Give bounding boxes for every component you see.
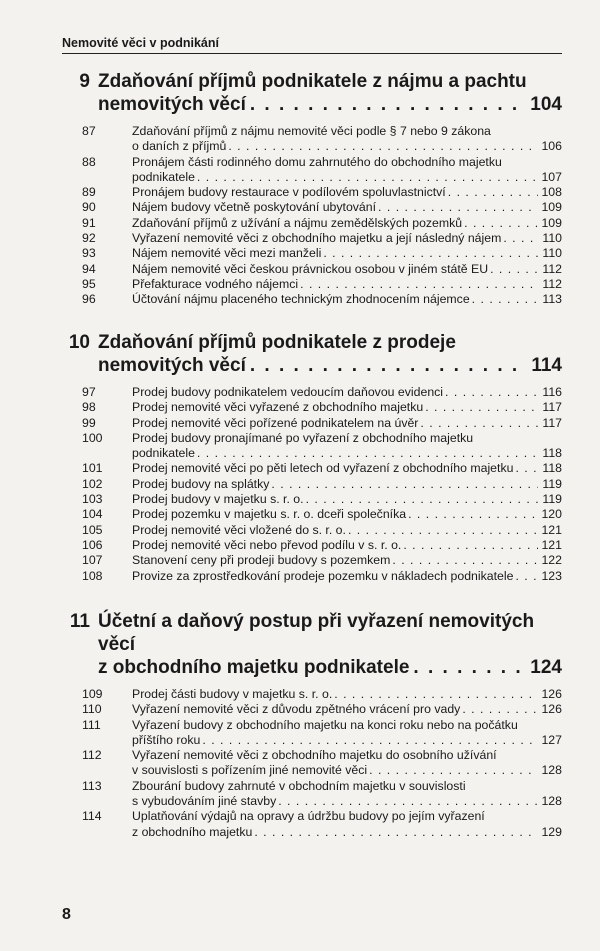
leader-dots: [378, 200, 538, 215]
entry-number: 112: [82, 748, 102, 763]
chapter-title-text: z obchodního majetku podnikatele: [98, 657, 410, 678]
entry-line: [132, 400, 562, 415]
toc-entry[interactable]: [62, 262, 562, 277]
entry-page-number: 121: [541, 537, 562, 552]
entry-number: 104: [82, 507, 103, 522]
entry-text: [132, 200, 562, 215]
entry-text: [132, 569, 562, 584]
entry-line: [132, 492, 562, 507]
entry-line: Vyřazení nemovité věci z obchodního majetku do osobního užívání: [132, 748, 497, 763]
toc-entry[interactable]: [62, 523, 562, 538]
entry-page-number: 121: [541, 522, 562, 537]
entry-line-text: v souvislosti s pořízením jiné nemovité věci: [132, 763, 368, 778]
leader-dots: [490, 262, 538, 277]
entry-line: [132, 733, 562, 748]
entry-line: [132, 170, 562, 185]
chapter-title-line: [98, 93, 562, 116]
entry-number: 96: [82, 292, 96, 307]
entry-list: [62, 385, 562, 584]
entry-line-text: Nájem nemovité věci mezi manželi: [132, 246, 322, 261]
chapter-page-number: 114: [531, 355, 562, 376]
entry-line-text: Zdaňování příjmů z užívání a nájmu zemědělských pozemků: [132, 215, 463, 230]
entry-number: 95: [82, 276, 96, 291]
entry-line: [132, 446, 562, 461]
entry-number: 113: [82, 778, 102, 793]
entry-line-text: Prodej budovy v majetku s. r. o.: [132, 492, 304, 507]
entry-page-number: 118: [542, 446, 562, 461]
entry-text: [132, 779, 562, 810]
entry-text: [132, 277, 562, 292]
entry-line: [132, 246, 562, 261]
entry-line-text: Prodej pozemku v majetku s. r. o. dceři společníka: [132, 507, 407, 522]
entry-text: [132, 492, 562, 507]
toc-entry[interactable]: [62, 702, 562, 717]
entry-number: 89: [82, 185, 96, 200]
entry-line-text: podnikatele: [132, 169, 195, 184]
leader-dots: [334, 687, 538, 702]
entry-number: 98: [82, 400, 96, 415]
leader-dots: [348, 523, 538, 538]
entry-text: [132, 507, 562, 522]
chapter-number: 11: [69, 611, 90, 632]
entry-page-number: 109: [541, 200, 562, 215]
entry-page-number: 112: [542, 261, 562, 276]
leader-dots: [472, 292, 538, 307]
toc-entry[interactable]: [62, 385, 562, 400]
leader-dots: [448, 185, 538, 200]
entry-text: [132, 124, 562, 155]
entry-text: [132, 687, 562, 702]
entry-line: [132, 277, 562, 292]
entry-line: [132, 416, 562, 431]
chapter-title-line: [98, 656, 562, 679]
chapter-9: [62, 70, 562, 308]
entry-text: [132, 292, 562, 307]
leader-dots: [515, 461, 538, 476]
chapter-page-number: 124: [530, 657, 562, 678]
chapter-title-line: [98, 354, 562, 377]
entry-number: 114: [82, 809, 102, 824]
toc-entry[interactable]: [62, 718, 562, 749]
entry-line-text: Prodej části budovy v majetku s. r. o.: [132, 687, 333, 701]
entry-line-text: Prodej nemovité věci nebo převod podílu v s. r. o.: [132, 537, 402, 552]
entry-number: 91: [82, 215, 96, 230]
entry-line-text: Nájem nemovité věci českou právnickou osobou v jiném státě EU: [132, 261, 489, 276]
chapter-number: 10: [68, 332, 90, 353]
entry-number: 99: [82, 415, 96, 430]
entry-line: Zdaňování příjmů z nájmu nemovité věci podle § 7 nebo 9 zákona: [132, 124, 491, 138]
entry-page-number: 117: [542, 400, 562, 415]
toc-entry[interactable]: [62, 292, 562, 307]
leader-dots: [408, 507, 538, 522]
entry-line: [132, 538, 562, 553]
chapter-heading: [62, 331, 562, 377]
entry-list: [62, 687, 562, 840]
entry-line-text: o daních z příjmů: [132, 139, 227, 154]
toc-entry[interactable]: [62, 538, 562, 553]
entry-line-text: Vyřazení nemovité věci z důvodu zpětného vrácení pro vady: [132, 702, 461, 717]
leader-dots: [369, 763, 538, 778]
entry-number: 93: [82, 246, 96, 261]
entry-line: [132, 185, 562, 200]
chapter-heading: [62, 610, 562, 679]
toc-entry[interactable]: [62, 809, 562, 840]
chapter-title: [98, 331, 562, 377]
entry-line: [132, 385, 562, 400]
toc-entry[interactable]: [62, 569, 562, 584]
entry-number: 103: [82, 492, 103, 507]
entry-line: Pronájem části rodinného domu zahrnutého do obchodního majetku: [132, 154, 502, 169]
entry-line: [132, 825, 562, 840]
entry-line: [132, 794, 562, 809]
entry-text: [132, 385, 562, 400]
entry-number: 109: [82, 687, 103, 701]
entry-line-text: příštího roku: [132, 732, 201, 747]
entry-line-text: Prodej nemovité věci vyřazené z obchodního majetku: [132, 400, 424, 415]
leader-dots: [228, 139, 538, 154]
entry-text: [132, 262, 562, 277]
leader-dots: [403, 538, 538, 553]
leader-dots: [413, 656, 526, 679]
toc-entry[interactable]: [62, 124, 562, 155]
leader-dots: [445, 385, 538, 400]
entry-line: [132, 553, 562, 568]
entry-page-number: 116: [542, 385, 562, 399]
leader-dots: [197, 446, 538, 461]
entry-number: 107: [82, 553, 103, 568]
toc-entry[interactable]: [62, 779, 562, 810]
entry-page-number: 117: [542, 415, 562, 430]
entry-page-number: 128: [541, 763, 562, 778]
entry-line: Zbourání budovy zahrnuté v obchodním majetku v souvislosti: [132, 778, 466, 793]
entry-page-number: 110: [542, 231, 562, 246]
entry-text: [132, 809, 562, 840]
entry-number: 88: [82, 154, 96, 169]
chapter-page-number: 104: [530, 94, 562, 115]
entry-page-number: 129: [541, 824, 562, 839]
entry-page-number: 126: [541, 702, 562, 717]
toc-entry[interactable]: [62, 507, 562, 522]
entry-number: 105: [82, 522, 103, 537]
entry-text: [132, 553, 562, 568]
entry-line: [132, 507, 562, 522]
entry-line: Prodej budovy pronajímané po vyřazení z obchodního majetku: [132, 430, 474, 445]
chapter-title-text: nemovitých věcí: [98, 355, 246, 376]
toc-entry[interactable]: [62, 231, 562, 246]
toc-entry[interactable]: [62, 416, 562, 431]
entry-line-text: Prodej nemovité věci po pěti letech od vyřazení z obchodního majetku: [132, 461, 514, 476]
entry-line-text: Přefakturace vodného nájemci: [132, 276, 299, 291]
entry-number: 97: [82, 385, 96, 399]
entry-text: [132, 523, 562, 538]
entry-line: [132, 569, 562, 584]
leader-dots: [300, 277, 538, 292]
entry-page-number: 119: [542, 492, 562, 507]
entry-line-text: Nájem budovy včetně poskytování ubytování: [132, 200, 377, 215]
entry-page-number: 108: [541, 185, 562, 200]
entry-page-number: 113: [542, 292, 562, 307]
entry-line-text: Prodej nemovité věci pořízené podnikatelem na úvěr: [132, 415, 419, 430]
running-header: Nemovité věci v podnikání: [62, 36, 562, 54]
entry-text: [132, 538, 562, 553]
entry-page-number: 122: [541, 553, 562, 568]
leader-dots: [392, 553, 538, 568]
entry-line: [132, 702, 562, 717]
toc-entry[interactable]: [62, 748, 562, 779]
chapter-title-line: Účetní a daňový postup při vyřazení nemovitých věcí: [98, 611, 535, 655]
entry-number: 94: [82, 261, 96, 276]
toc-entry[interactable]: [62, 200, 562, 215]
leader-dots: [323, 246, 538, 261]
entry-number: 100: [82, 430, 103, 445]
entry-line: [132, 216, 562, 231]
chapter-11: [62, 610, 562, 840]
leader-dots: [202, 733, 538, 748]
entry-line: [132, 523, 562, 538]
chapter-title-text: nemovitých věcí: [98, 94, 246, 115]
entry-text: [132, 246, 562, 261]
toc-entry[interactable]: [62, 185, 562, 200]
entry-page-number: 126: [541, 687, 562, 701]
leader-dots: [254, 825, 538, 840]
entry-line: [132, 461, 562, 476]
entry-line: Uplatňování výdajů na opravy a údržbu budovy po jejím vyřazení: [132, 809, 485, 824]
entry-line-text: Prodej budovy na splátky: [132, 476, 270, 491]
toc-entry[interactable]: [62, 155, 562, 186]
leader-dots: [306, 492, 538, 507]
toc-entry[interactable]: [62, 400, 562, 415]
leader-dots: [197, 170, 538, 185]
toc-entry[interactable]: [62, 553, 562, 568]
entry-page-number: 120: [541, 507, 562, 522]
chapter-title-line: Zdaňování příjmů podnikatele z nájmu a pachtu: [98, 71, 527, 92]
entry-line-text: Účtování nájmu placeného technickým zhodnocením nájemce: [132, 292, 470, 307]
toc-entry[interactable]: [62, 277, 562, 292]
entry-page-number: 106: [541, 139, 562, 154]
leader-dots: [462, 702, 538, 717]
leader-dots: [271, 477, 538, 492]
entry-line-text: Pronájem budovy restaurace v podílovém spoluvlastnictví: [132, 185, 446, 200]
chapter-title: [98, 610, 562, 679]
entry-line: [132, 231, 562, 246]
toc-entry[interactable]: [62, 246, 562, 261]
entry-line-text: podnikatele: [132, 446, 195, 461]
entry-number: 110: [82, 702, 102, 717]
entry-line: [132, 139, 562, 154]
toc-entry[interactable]: [62, 216, 562, 231]
entry-text: [132, 718, 562, 749]
entry-line: [132, 292, 562, 307]
entry-line: [132, 200, 562, 215]
entry-number: 90: [82, 200, 96, 215]
entry-number: 87: [82, 124, 96, 138]
leader-dots: [464, 216, 538, 231]
entry-list: [62, 124, 562, 308]
entry-text: [132, 185, 562, 200]
entry-text: [132, 431, 562, 462]
entry-page-number: 112: [542, 276, 562, 291]
entry-line-text: Vyřazení nemovité věci z obchodního majetku a její následný nájem: [132, 231, 502, 246]
entry-number: 101: [82, 461, 103, 476]
entry-page-number: 118: [542, 461, 562, 476]
entry-text: [132, 748, 562, 779]
entry-line-text: z obchodního majetku: [132, 824, 253, 839]
leader-dots: [250, 93, 526, 116]
entry-text: [132, 702, 562, 717]
entry-number: 106: [82, 537, 103, 552]
leader-dots: [515, 569, 538, 584]
entry-page-number: 109: [541, 215, 562, 230]
entry-number: 102: [82, 476, 103, 491]
entry-number: 92: [82, 231, 96, 246]
entry-line: [132, 262, 562, 277]
chapter-heading: [62, 70, 562, 116]
leader-dots: [250, 354, 528, 377]
chapter-title-line: Zdaňování příjmů podnikatele z prodeje: [98, 332, 456, 353]
toc-entry[interactable]: [62, 431, 562, 462]
toc-entry[interactable]: [62, 492, 562, 507]
entry-text: [132, 461, 562, 476]
toc-entry[interactable]: [62, 477, 562, 492]
entry-line-text: Prodej budovy podnikatelem vedoucím daňovou evidenci: [132, 385, 444, 399]
entry-line-text: Stanovení ceny při prodeji budovy s pozemkem: [132, 553, 391, 568]
entry-line: [132, 763, 562, 778]
entry-text: [132, 400, 562, 415]
entry-text: [132, 416, 562, 431]
chapter-title: [98, 70, 562, 116]
entry-line-text: Prodej nemovité věci vložené do s. r. o.: [132, 522, 346, 537]
entry-text: [132, 231, 562, 246]
entry-page-number: 127: [541, 732, 562, 747]
entry-text: [132, 216, 562, 231]
entry-line-text: s vybudováním jiné stavby: [132, 794, 277, 809]
entry-page-number: 123: [541, 568, 562, 583]
entry-text: [132, 155, 562, 186]
chapter-number: 9: [79, 71, 90, 92]
entry-line: Vyřazení budovy z obchodního majetku na konci roku nebo na počátku: [132, 717, 518, 732]
entry-number: 111: [82, 717, 101, 732]
toc-entry[interactable]: [62, 461, 562, 476]
page-number: 8: [62, 906, 71, 923]
chapter-10: [62, 331, 562, 584]
entry-page-number: 128: [541, 794, 562, 809]
leader-dots: [278, 794, 538, 809]
leader-dots: [420, 416, 538, 431]
leader-dots: [503, 231, 538, 246]
entry-line: [132, 477, 562, 492]
entry-page-number: 110: [542, 246, 562, 261]
entry-page-number: 119: [542, 476, 562, 491]
leader-dots: [425, 400, 538, 415]
entry-number: 108: [82, 568, 103, 583]
entry-line: [132, 687, 562, 702]
entry-line-text: Provize za zprostředkování prodeje pozemku v nákladech podnikatele: [132, 568, 514, 583]
toc-entry[interactable]: [62, 687, 562, 702]
entry-page-number: 107: [541, 169, 562, 184]
entry-text: [132, 477, 562, 492]
